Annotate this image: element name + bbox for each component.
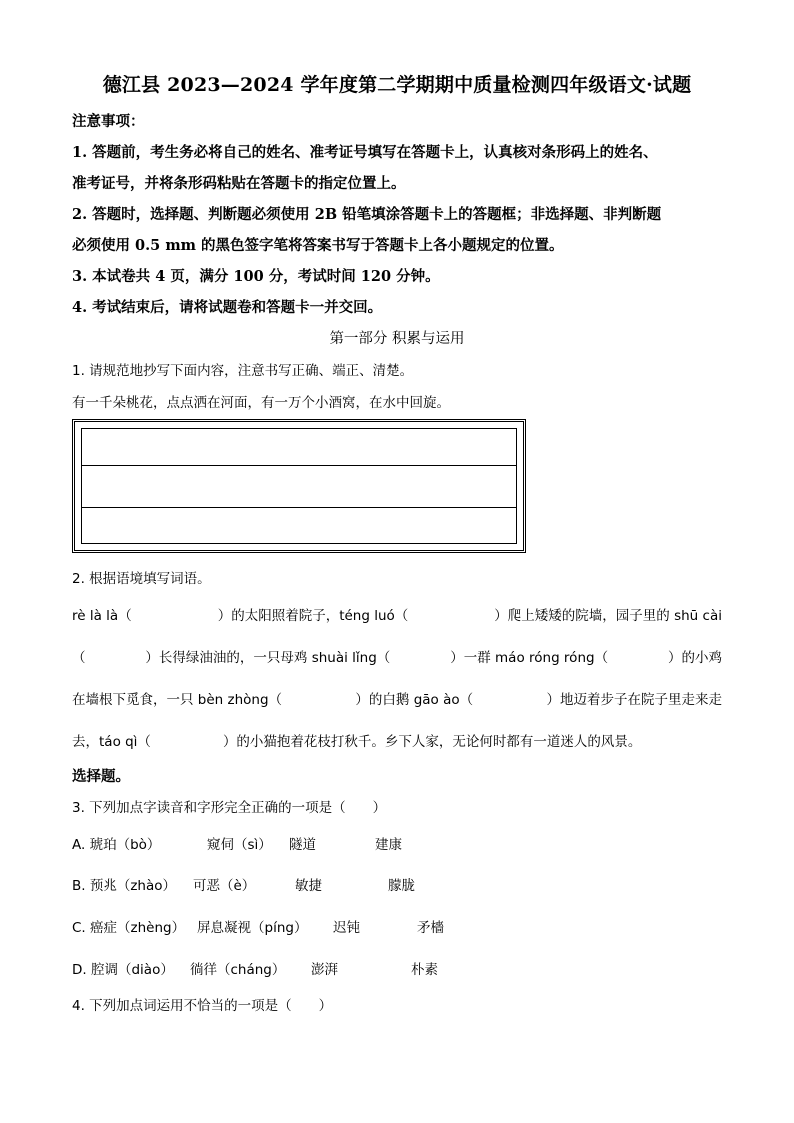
- notice-item: 2. 答题时，选择题、判断题必须使用 2B 铅笔填涂答题卡上的答题框；非选择题、非判断题: [72, 206, 662, 223]
- q2-line: [72, 688, 722, 708]
- q2-text: ）地迈着步子在院子里走来走: [546, 692, 722, 708]
- q2-line: [72, 730, 732, 750]
- q2-text: ）的小猫抱着花枝打秋千。乡下人家，无论何时都有一道迷人的风景。: [222, 734, 642, 750]
- q2-text: ）的小鸡: [668, 650, 722, 666]
- q2-text: 去，táo qì（: [72, 734, 151, 750]
- writing-line: [82, 465, 516, 466]
- q1-prompt: 1. 请规范地抄写下面内容，注意书写正确、端正、清楚。: [72, 363, 414, 379]
- q2-line: [72, 646, 722, 666]
- q2-text: rè là là（: [72, 608, 132, 624]
- q3-option-a[interactable]: A. 琥珀（bò） 窥伺（sì） 隧道 建康: [72, 837, 402, 853]
- q2-text: ）长得绿油油的，一只母鸡 shuài lǐng（: [145, 650, 391, 666]
- exam-title: 德江县 2023—2024 学年度第二学期期中质量检测四年级语文·试题: [102, 74, 692, 96]
- notice-item: 3. 本试卷共 4 页，满分 100 分，考试时间 120 分钟。: [72, 268, 440, 285]
- notice-item: 必须使用 0.5 mm 的黑色签字笔将答案书写于答题卡上各小题规定的位置。: [72, 237, 564, 254]
- copy-writing-grid: [81, 428, 517, 544]
- q2-prompt: 2. 根据语境填写词语。: [72, 571, 211, 587]
- writing-line: [82, 507, 516, 508]
- q2-text: ）爬上矮矮的院墙，园子里的 shū cài: [494, 608, 722, 624]
- q1-copy-text: 有一千朵桃花，点点洒在河面，有一万个小酒窝，在水中回旋。: [72, 395, 450, 411]
- q2-line: [72, 604, 722, 624]
- q3-prompt: 3. 下列加点字读音和字形完全正确的一项是（ ）: [72, 800, 387, 816]
- q3-option-b[interactable]: B. 预兆（zhào） 可恶（è） 敏捷 朦胧: [72, 878, 415, 894]
- notice-item: 1. 答题前，考生务必将自己的姓名、准考证号填写在答题卡上，认真核对条形码上的姓名、: [72, 144, 658, 161]
- q3-option-d[interactable]: D. 腔调（diào） 徜徉（cháng） 澎湃 朴素: [72, 962, 438, 978]
- notice-item: 准考证号，并将条形码粘贴在答题卡的指定位置上。: [72, 175, 406, 192]
- q2-text: ）一群 máo róng róng（: [450, 650, 609, 666]
- q2-text: ）的太阳照着院子，téng luó（: [217, 608, 409, 624]
- q3-option-c[interactable]: C. 癌症（zhèng） 屏息凝视（píng） 迟钝 矛檣: [72, 920, 444, 936]
- notice-item: 4. 考试结束后，请将试题卷和答题卡一并交回。: [72, 299, 383, 316]
- notice-heading: 注意事项：: [72, 113, 145, 130]
- copy-writing-box[interactable]: [72, 419, 526, 553]
- part-heading: 第一部分 积累与运用: [329, 331, 465, 347]
- q4-prompt: 4. 下列加点词运用不恰当的一项是（ ）: [72, 998, 333, 1014]
- q2-text: 在墙根下觅食，一只 bèn zhòng（: [72, 692, 283, 708]
- section-heading: 选择题。: [72, 768, 130, 785]
- q2-text: ）的白鹅 gāo ào（: [355, 692, 474, 708]
- q2-text: （: [72, 650, 86, 666]
